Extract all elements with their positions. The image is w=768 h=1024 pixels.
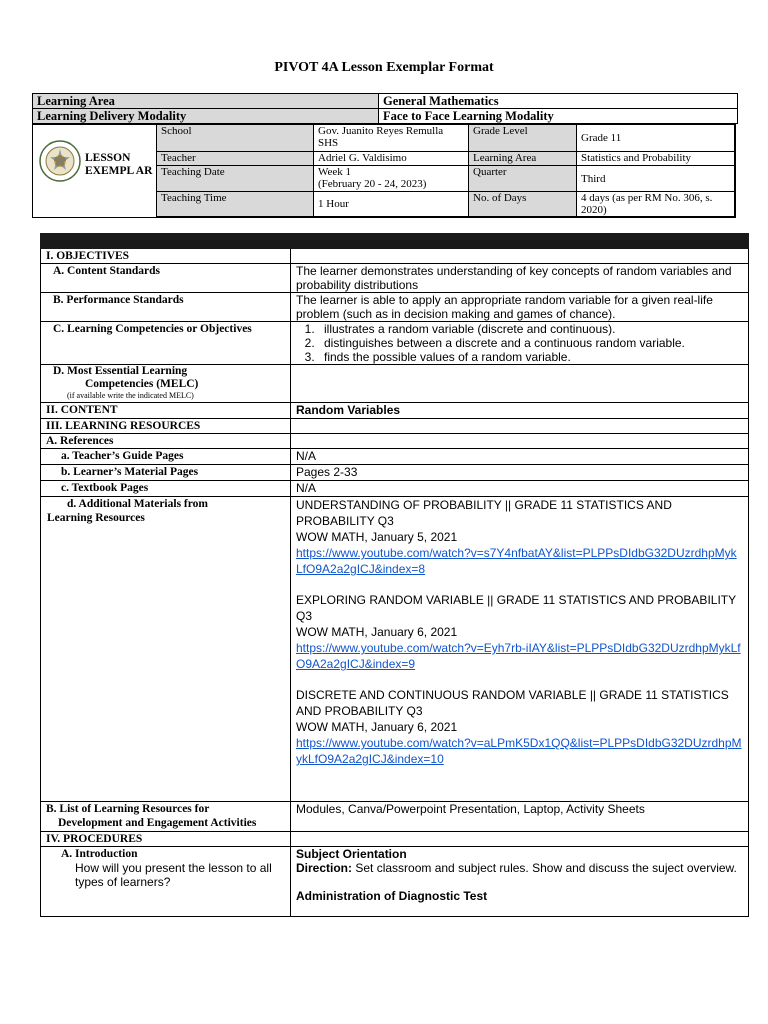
diagnostic-test-heading: Administration of Diagnostic Test [296, 889, 488, 903]
quarter-value: Third [577, 166, 735, 192]
objectives-heading: I. OBJECTIVES [41, 249, 291, 264]
competency-item: 3. finds the possible values of a random variable. [318, 350, 743, 364]
material-link[interactable]: https://www.youtube.com/watch?v=aLPmK5Dx1QQ&list=PLPPsDIdbG32DUzrdhpMykLfO9A2a2gICJ&index=10 [296, 736, 742, 766]
additional-materials-label-line2: Learning Resources [47, 512, 145, 524]
additional-materials-list [291, 497, 749, 802]
resource-list-label: B. List of Learning Resources for [46, 803, 210, 815]
material-link[interactable]: https://www.youtube.com/watch?v=Eyh7rb-iIAY&list=PLPPsDIdbG32DUzrdhpMykLfO9A2a2gICJ&index=9 [296, 641, 741, 671]
competency-item: 1. illustrates a random variable (discrete and continuous). [318, 322, 743, 336]
teaching-week: Week 1 [318, 166, 352, 178]
teacher-label: Teacher [157, 152, 314, 166]
document-title: PIVOT 4A Lesson Exemplar Format [274, 60, 494, 75]
row-additional-materials [41, 497, 749, 802]
material-source: WOW MATH, January 6, 2021 [296, 625, 458, 639]
row-competencies [41, 322, 749, 365]
content-standards-value: The learner demonstrates understanding of key concepts of random variables and probability distributions [291, 264, 749, 293]
direction-text [296, 861, 743, 875]
days-label: No. of Days [469, 192, 577, 217]
direction-body: Set classroom and subject rules. Show and discuss the suject overview. [352, 861, 737, 875]
additional-materials-label-cell [41, 497, 291, 802]
resource-list-label-line2: Development and Engagement Activities [58, 817, 257, 829]
info-learning-area-value: Statistics and Probability [577, 152, 735, 166]
content-value: Random Variables [291, 403, 749, 419]
melc-label: D. Most Essential Learning [53, 365, 188, 377]
row-procedures-heading [41, 832, 749, 847]
direction-label: Direction: [296, 861, 353, 875]
competency-item: 2. distinguishes between a discrete and a continuous random variable. [318, 336, 743, 350]
row-teachers-guide [41, 449, 749, 465]
teaching-date-range: (February 20 - 24, 2023) [318, 178, 427, 190]
material-title: DISCRETE AND CONTINUOUS RANDOM VARIABLE || GRADE 11 STATISTICS AND PROBABILITY Q3 [296, 688, 729, 718]
delivery-modality-value: Face to Face Learning Modality [379, 109, 738, 124]
performance-standards-value: The learner is able to apply an appropriate random variable for a given real-life problem (such as in decision making and games of chance). [291, 293, 749, 322]
lesson-plan-table [40, 233, 749, 917]
competencies-list [296, 322, 743, 364]
row-content [41, 403, 749, 419]
teaching-time-value: 1 Hour [314, 192, 469, 217]
material-title: EXPLORING RANDOM VARIABLE || GRADE 11 STATISTICS AND PROBABILITY Q3 [296, 593, 736, 623]
introduction-question: How will you present the lesson to all types of learners? [75, 861, 272, 889]
info-row-date [157, 166, 735, 192]
school-value: Gov. Juanito Reyes Remulla SHS [314, 125, 469, 152]
row-resources-heading [41, 419, 749, 434]
melc-note: (if available write the indicated MELC) [67, 391, 194, 400]
delivery-modality-row [33, 109, 738, 124]
resource-list-label-cell [41, 802, 291, 832]
content-standards-label: A. Content Standards [41, 264, 291, 293]
row-references [41, 434, 749, 449]
row-introduction [41, 847, 749, 917]
competencies-list-cell [291, 322, 749, 365]
additional-materials-label: d. Additional Materials from [67, 498, 208, 510]
teaching-date-value [314, 166, 469, 192]
procedures-heading: IV. PROCEDURES [41, 832, 291, 847]
row-textbook [41, 481, 749, 497]
subject-orientation-heading: Subject Orientation [296, 847, 407, 861]
teaching-time-label: Teaching Time [157, 192, 314, 217]
learning-area-value: General Mathematics [379, 94, 738, 109]
learning-area-table [32, 93, 738, 124]
resource-list-value: Modules, Canva/Powerpoint Presentation, Laptop, Activity Sheets [291, 802, 749, 832]
teaching-date-label: Teaching Date [157, 166, 314, 192]
row-content-standards [41, 264, 749, 293]
info-row-time [157, 192, 735, 217]
material-title: UNDERSTANDING OF PROBABILITY || GRADE 11 STATISTICS AND PROBABILITY Q3 [296, 498, 672, 528]
textbook-value: N/A [291, 481, 749, 497]
learners-material-label: b. Learner’s Material Pages [41, 465, 291, 481]
teachers-guide-value: N/A [291, 449, 749, 465]
info-learning-area-label: Learning Area [469, 152, 577, 166]
grade-level-label: Grade Level [469, 125, 577, 152]
melc-label-line2: Competencies (MELC) [85, 378, 199, 390]
teacher-value: Adriel G. Valdisimo [314, 152, 469, 166]
introduction-content [291, 847, 749, 917]
competencies-label: C. Learning Competencies or Objectives [41, 322, 291, 365]
material-source: WOW MATH, January 6, 2021 [296, 720, 458, 734]
grade-level-value: Grade 11 [577, 125, 735, 152]
quarter-label: Quarter [469, 166, 577, 192]
learning-area-label: Learning Area [33, 94, 379, 109]
material-item [296, 497, 743, 577]
header-bar [41, 234, 749, 249]
melc-label-cell [41, 365, 291, 403]
delivery-modality-label: Learning Delivery Modality [33, 109, 379, 124]
learners-material-value: Pages 2-33 [291, 465, 749, 481]
learning-area-row [33, 94, 738, 109]
material-source: WOW MATH, January 5, 2021 [296, 530, 458, 544]
lesson-info-table [156, 124, 735, 217]
textbook-label: c. Textbook Pages [41, 481, 291, 497]
deped-seal-logo [39, 140, 81, 182]
material-link[interactable]: https://www.youtube.com/watch?v=s7Y4nfbatAY&list=PLPPsDIdbG32DUzrdhpMykLfO9A2a2gICJ&index=8 [296, 546, 737, 576]
school-label: School [157, 125, 314, 152]
material-item [296, 687, 743, 767]
introduction-label: A. Introduction [61, 848, 138, 860]
content-heading: II. CONTENT [41, 403, 291, 419]
references-label: A. References [41, 434, 291, 449]
performance-standards-label: B. Performance Standards [41, 293, 291, 322]
row-performance-standards [41, 293, 749, 322]
row-learners-material [41, 465, 749, 481]
info-row-teacher [157, 152, 735, 166]
material-item [296, 592, 743, 672]
teachers-guide-label: a. Teacher’s Guide Pages [41, 449, 291, 465]
row-objectives-heading [41, 249, 749, 264]
resources-heading: III. LEARNING RESOURCES [41, 419, 291, 434]
lesson-exemplar-label: LESSON EXEMPL AR [85, 152, 153, 177]
introduction-label-cell [41, 847, 291, 917]
days-value: 4 days (as per RM No. 306, s. 2020) [577, 192, 735, 217]
info-row-school [157, 125, 735, 152]
row-resource-list [41, 802, 749, 832]
row-melc [41, 365, 749, 403]
